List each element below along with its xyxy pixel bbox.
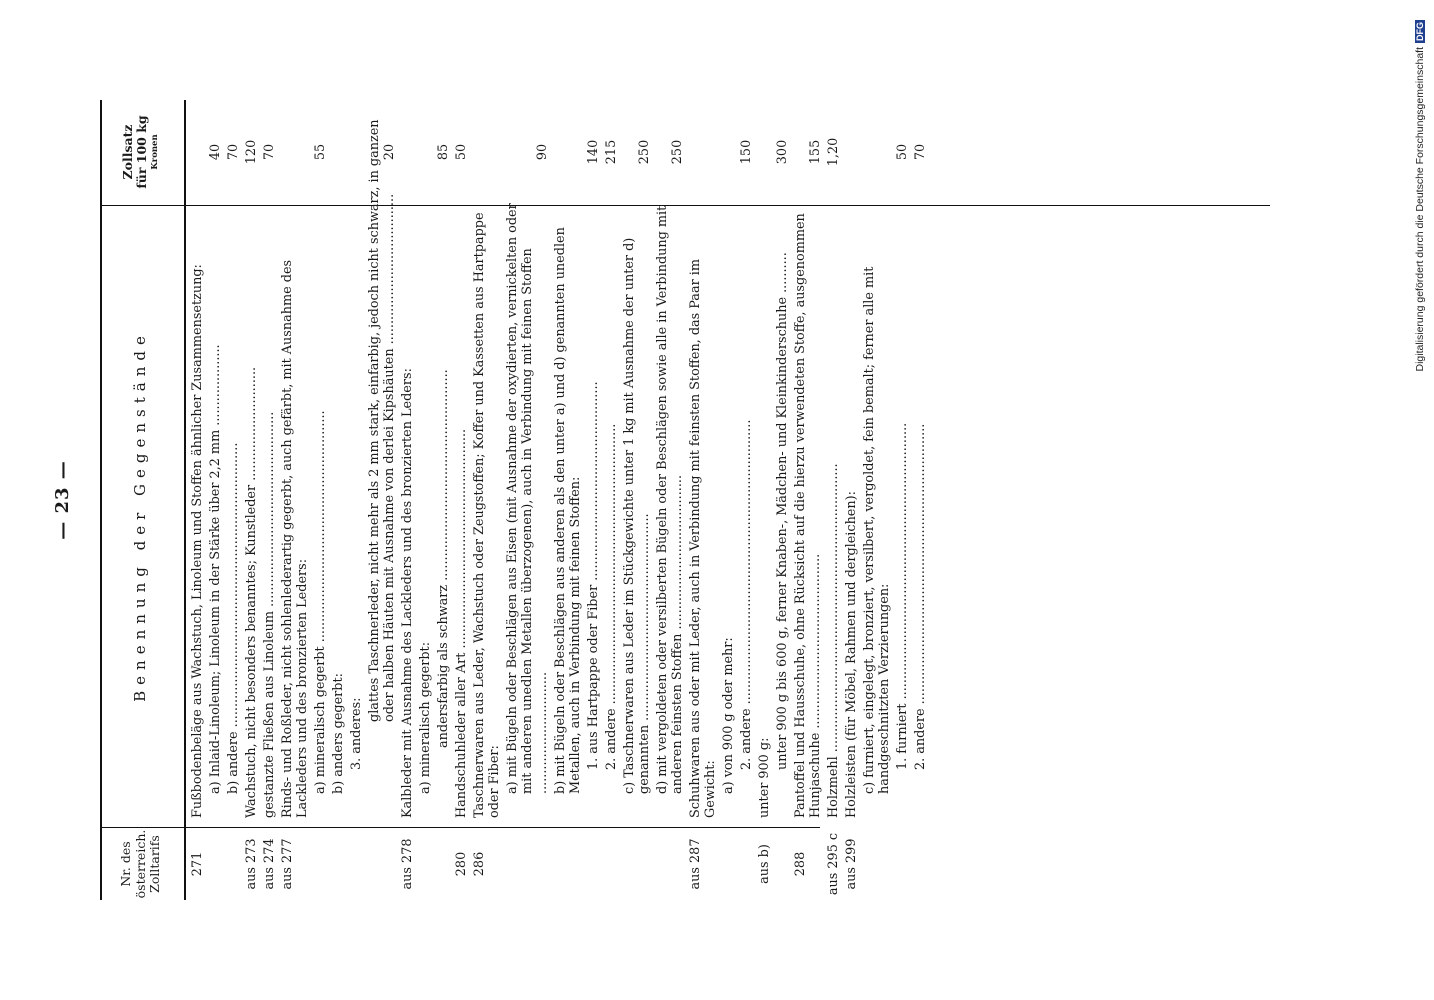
item-description: Handschuhleder aller Art ...................................................... bbox=[454, 428, 469, 818]
table-row bbox=[844, 100, 859, 900]
duty-rate: 40 bbox=[208, 143, 223, 161]
table-row bbox=[721, 100, 736, 900]
table-row bbox=[793, 100, 823, 900]
duty-rate: 50 bbox=[454, 143, 469, 161]
duty-rate: 215 bbox=[604, 139, 619, 165]
table-row bbox=[331, 100, 346, 900]
item-description: Holzleisten (für Möbel, Rahmen und dergleichen): bbox=[844, 491, 859, 818]
item-description: a) Inlaid-Linoleum; Linoleum in der Stärke über 2,2 mm .................... bbox=[208, 344, 223, 794]
tariff-number: aus 278 bbox=[400, 838, 415, 890]
table-body bbox=[190, 100, 931, 900]
item-description: a) mineralisch gegerbt ......................................................... bbox=[313, 410, 328, 794]
header-nr-line-1: Nr. des bbox=[118, 841, 134, 887]
duty-rate: 20 bbox=[382, 143, 397, 161]
tariff-table bbox=[100, 100, 1270, 900]
item-description: 2. andere ..................................................................... bbox=[913, 423, 928, 770]
item-description: b) anders gegerbt: bbox=[331, 673, 346, 794]
tariff-number: 288 bbox=[793, 851, 808, 877]
tariff-number: 271 bbox=[190, 851, 205, 877]
table-row bbox=[400, 100, 415, 900]
item-description: unter 900 g: bbox=[757, 737, 772, 818]
table-row bbox=[688, 100, 718, 900]
table-row bbox=[622, 100, 652, 900]
item-description: a) mineralisch gegerbt: bbox=[418, 641, 433, 794]
tariff-number: aus 274 bbox=[262, 838, 277, 890]
duty-rate: 140 bbox=[586, 139, 601, 165]
item-description: 2. andere ...................................................................... bbox=[739, 419, 754, 770]
item-description: c) Taschnerwaren aus Leder im Stückgewichte unter 1 kg mit Ausnahme der unter d) genannten ................................................... bbox=[622, 237, 652, 794]
item-description: Pantoffel und Hausschuhe, ohne Rücksicht auf die hierzu verwendeten Stoffe, ausgenommen Hunjaschuhe ........................................... bbox=[793, 213, 823, 818]
table-row bbox=[826, 100, 841, 900]
digitization-credit bbox=[1414, 20, 1430, 980]
table-row bbox=[418, 100, 433, 900]
table-row bbox=[349, 100, 364, 900]
tariff-number: aus 277 bbox=[280, 838, 295, 890]
table-row bbox=[454, 100, 469, 900]
header-nr-line-2: österreich. bbox=[132, 829, 148, 899]
item-description: Holzmehl ....................................................................... bbox=[826, 463, 841, 818]
item-description: Rinds- und Roßleder, nicht sohlenlederartig gegerbt, auch gefärbt, mit Ausnahme des Lackleders und des bronzierten Leders: bbox=[280, 259, 310, 818]
header-nr-line-3: Zolltarifs bbox=[147, 835, 163, 893]
item-description: andersfarbig als schwarz .................................................... bbox=[436, 369, 451, 748]
duty-rate: 150 bbox=[739, 139, 754, 165]
duty-rate: 300 bbox=[775, 139, 790, 165]
table-row bbox=[739, 100, 754, 900]
duty-rate: 120 bbox=[244, 139, 259, 165]
table-row bbox=[262, 100, 277, 900]
tariff-number: 280 bbox=[454, 851, 469, 877]
table-row bbox=[586, 100, 601, 900]
table-row bbox=[913, 100, 928, 900]
duty-rate: 250 bbox=[637, 139, 652, 165]
item-description: Schuhwaren aus oder mit Leder, auch in Verbindung mit feinsten Stoffen, das Paar im Gewicht: bbox=[688, 259, 718, 818]
table-row bbox=[313, 100, 328, 900]
duty-rate: 70 bbox=[226, 143, 241, 161]
header-top-rule bbox=[100, 100, 102, 900]
header-benennung: Benennung der Gegenstände bbox=[131, 330, 150, 702]
item-description: a) von 900 g oder mehr: bbox=[721, 637, 736, 794]
item-description: glattes Taschnerleder, nicht mehr als 2 mm stark, einfarbig, jedoch nicht schwarz, in ganzen oder halben Häuten mit Ausnahme von derlei Kipshäuten ..................................... bbox=[367, 119, 397, 722]
duty-rate: 50 bbox=[895, 143, 910, 161]
table-row bbox=[472, 100, 502, 900]
tariff-number: aus 273 bbox=[244, 838, 259, 890]
item-description: 2. andere ..................................................................... bbox=[604, 423, 619, 770]
item-description: b) mit Bügeln oder Beschlägen aus anderen als den unter a) und d) genannten unedlen Metallen, auch in Verbindung mit feinen Stoffen: bbox=[553, 227, 583, 794]
duty-rate: 70 bbox=[913, 143, 928, 161]
item-description: Kalbleder mit Ausnahme des Lackleders und des bronzierten Leders: bbox=[400, 368, 415, 818]
rotated-page-block bbox=[52, 100, 1280, 900]
item-description: Wachstuch, nicht besonders benanntes; Kunstleder ............................ bbox=[244, 366, 259, 818]
header-nr-cell bbox=[106, 828, 176, 900]
header-benennung-cell bbox=[106, 208, 176, 824]
table-row bbox=[604, 100, 619, 900]
table-row bbox=[757, 100, 772, 900]
table-row bbox=[895, 100, 910, 900]
tariff-number: aus 299 bbox=[844, 838, 859, 890]
item-description: Fußbodenbeläge aus Wachstuch, Linoleum und Stoffen ähnlicher Zusammensetzung: bbox=[190, 264, 205, 818]
item-description: d) mit vergoldeten oder versilberten Bügeln oder Beschlägen sowie alle in Verbindung mit anderen feinsten Stoffen ...................................... bbox=[655, 205, 685, 794]
header-zollsatz-unit: Kronen bbox=[150, 134, 161, 170]
table-row bbox=[775, 100, 790, 900]
table-row bbox=[208, 100, 223, 900]
duty-rate: 250 bbox=[670, 139, 685, 165]
item-description: gestanzte Fließen aus Linoleum ................................................ bbox=[262, 411, 277, 818]
table-row bbox=[280, 100, 310, 900]
table-row bbox=[505, 100, 550, 900]
duty-rate: 90 bbox=[535, 143, 550, 161]
header-zollsatz-line-2: für 100 kg bbox=[134, 115, 150, 189]
item-description: b) andere ...................................................................... bbox=[226, 442, 241, 794]
header-zollsatz-line-1: Zollsatz bbox=[119, 124, 135, 180]
tariff-number: aus 295 c bbox=[826, 832, 841, 896]
duty-rate: 70 bbox=[262, 143, 277, 161]
tariff-number: 286 bbox=[472, 851, 487, 877]
dfg-logo: DFG bbox=[1415, 22, 1425, 41]
header-bottom-rule bbox=[184, 100, 186, 900]
item-description: c) furniert, eingelegt, bronziert, versilbert, vergoldet, fein bemalt; ferner alle mit handgeschnitzten Verzierungen: bbox=[862, 266, 892, 794]
duty-rate: 1,20 bbox=[826, 137, 841, 167]
table-row bbox=[190, 100, 205, 900]
tariff-number: aus b) bbox=[757, 844, 772, 884]
item-description: unter 900 g bis 600 g, ferner Knaben-, Mädchen- und Kleinkinderschuhe .......... bbox=[775, 252, 790, 770]
item-description: 1. furniert .................................................................... bbox=[895, 422, 910, 770]
item-description: a) mit Bügeln oder Beschlägen aus Eisen (mit Ausnahme der oxydierten, vernickelten oder mit anderen unedlen Metallen überzogenen), auch in Verbindung mit feinen Stoffen .............................. bbox=[505, 203, 550, 794]
table-row bbox=[553, 100, 583, 900]
tariff-number: aus 287 bbox=[688, 838, 703, 890]
table-row bbox=[226, 100, 241, 900]
duty-rate: 85 bbox=[436, 143, 451, 161]
item-description: Taschnerwaren aus Leder, Wachstuch oder Zeugstoffen; Koffer und Kassetten aus Hartpappe oder Fiber: bbox=[472, 212, 502, 818]
header-zollsatz-cell bbox=[106, 100, 176, 204]
item-description: 3. anderes: bbox=[349, 697, 364, 770]
table-row bbox=[367, 100, 397, 900]
table-row bbox=[655, 100, 685, 900]
digitization-credit-text: Digitalisierung gefördert durch die Deutsche Forschungsgemeinschaft bbox=[1414, 47, 1426, 372]
table-row bbox=[436, 100, 451, 900]
duty-rate: 155 bbox=[808, 139, 823, 165]
table-row bbox=[862, 100, 892, 900]
page-number: — 23 — bbox=[52, 460, 73, 540]
duty-rate: 55 bbox=[313, 143, 328, 161]
table-row bbox=[244, 100, 259, 900]
item-description: 1. aus Hartpappe oder Fiber ................................................. bbox=[586, 381, 601, 770]
